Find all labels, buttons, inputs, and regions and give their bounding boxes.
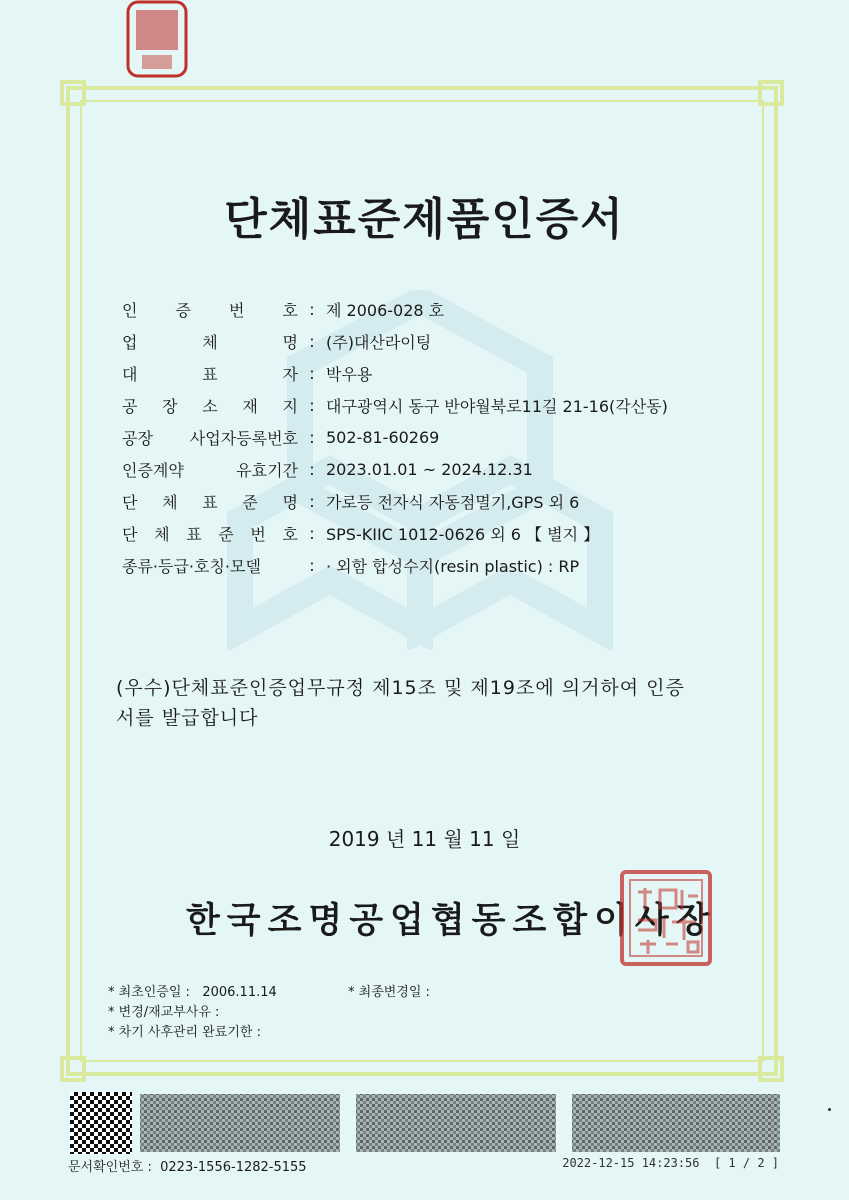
certification-statement (116, 673, 736, 733)
corner-ornament-bl (60, 1056, 86, 1082)
field-label: 단 체 표 준 번 호 (122, 524, 298, 544)
qr-code (70, 1092, 132, 1154)
field-row-model (122, 549, 668, 581)
field-row-company (122, 325, 668, 357)
document-id (68, 1156, 307, 1175)
field-value: 대구광역시 동구 반야월북로11길 21-16(각산동) (326, 396, 668, 416)
field-colon: : (309, 491, 315, 511)
field-value: 502-81-60269 (326, 427, 440, 447)
field-row-standard-name (122, 485, 668, 517)
speck (828, 1108, 831, 1111)
field-value: (주)대산라이팅 (326, 332, 432, 352)
document-id-value: 0223-1556-1282-5155 (160, 1160, 307, 1175)
note-row-2 (108, 1001, 430, 1021)
field-label: 공 장 소 재 지 (122, 396, 298, 416)
last-change-label: * 최종변경일 : (348, 985, 430, 1000)
field-colon: : (309, 395, 315, 415)
issue-date: 2019 년 11 월 11 일 (328, 827, 521, 851)
field-colon: : (309, 331, 315, 351)
field-row-cert-number (122, 293, 668, 325)
printed-at: 2022-12-15 14:23:56 (562, 1156, 700, 1170)
top-red-stamp (124, 0, 190, 80)
field-row-representative (122, 357, 668, 389)
field-label: 업 체 명 (122, 332, 298, 352)
certificate-title: 단체표준제품인증서 (224, 194, 625, 245)
field-label: 대 표 자 (122, 364, 298, 384)
corner-ornament-tr (758, 80, 784, 106)
change-reason-label: * 변경/재교부사유 : (108, 1005, 220, 1020)
field-colon: : (309, 363, 315, 383)
field-value: · 외함 합성수지(resin plastic) : RP (326, 556, 580, 576)
issuer-name: 한국조명공업협동조합이사장 (186, 900, 717, 941)
field-value: SPS-KIIC 1012-0626 외 6 【 별지 】 (326, 524, 600, 544)
statement-line-1: (우수)단체표준인증업무규정 제15조 및 제19조에 의거하여 인증 (116, 677, 685, 699)
certificate-notes (108, 981, 430, 1041)
field-label: 인증계약 유효기간 (122, 460, 298, 480)
field-value: 2023.01.01 ~ 2024.12.31 (326, 459, 533, 479)
corner-ornament-tl (60, 80, 86, 106)
note-row-1 (108, 981, 430, 1001)
field-row-standard-number (122, 517, 668, 549)
field-value: 제 2006-028 호 (326, 300, 445, 320)
field-colon: : (309, 299, 315, 319)
field-row-factory-address (122, 389, 668, 421)
security-barcode-strip (66, 1092, 786, 1156)
followup-label: * 차기 사후관리 완료기한 : (108, 1025, 261, 1040)
field-colon: : (309, 459, 315, 479)
field-label: 인 증 번 호 (122, 300, 298, 320)
page-indicator: [ 1 / 2 ] (713, 1156, 779, 1170)
note-row-3 (108, 1021, 430, 1041)
print-stamp (562, 1156, 779, 1170)
field-colon: : (309, 427, 315, 447)
field-label: 단 체 표 준 명 (122, 492, 298, 512)
first-cert-label: * 최초인증일 : (108, 985, 190, 1000)
corner-ornament-br (758, 1056, 784, 1082)
field-row-validity (122, 453, 668, 485)
field-row-business-number (122, 421, 668, 453)
field-value: 박우용 (326, 364, 373, 384)
field-colon: : (309, 555, 315, 575)
statement-line-2: 서를 발급합니다 (116, 707, 259, 729)
certificate-fields (122, 293, 668, 581)
field-colon: : (309, 523, 315, 543)
field-label: 종류·등급·호칭·모델 (122, 556, 261, 576)
official-seal (618, 868, 714, 968)
field-label: 공장 사업자등록번호 (122, 428, 298, 448)
first-cert-note (108, 981, 348, 1001)
document-id-label: 문서확인번호 : (68, 1160, 152, 1175)
first-cert-date: 2006.11.14 (202, 985, 277, 1000)
field-value: 가로등 전자식 자동점멸기,GPS 외 6 (326, 492, 580, 512)
